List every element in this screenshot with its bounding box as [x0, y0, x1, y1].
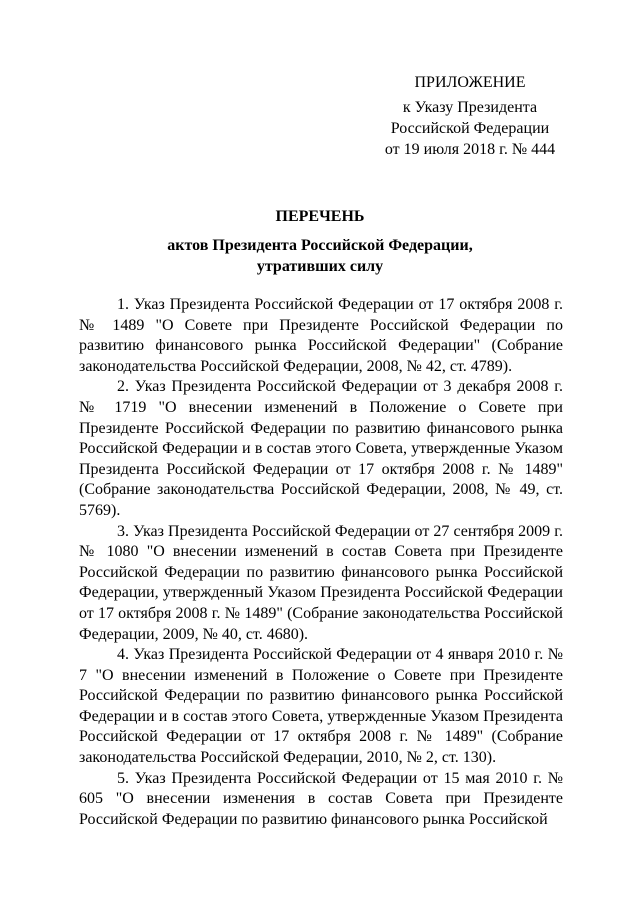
document-title: ПЕРЕЧЕНЬ [275, 208, 365, 225]
list-item: 4. Указ Президента Российской Федерации от 4 января 2010 г. № 7 "О внесении изменений в Положение о Совете при Президенте Российской Федерации по развитию финансового рынка Российской Федерации и в состав этого Совета, утвержденные Указом Президента Российской Федерации от 17 октября 2008 г. № 1489" (Собрание законодательства Российской Федерации, 2010, № 2, ст. 130). [79, 646, 563, 767]
list-item: 5. Указ Президента Российской Федерации от 15 мая 2010 г. № 605 "О внесении изменения в состав Совета при Президенте Российской Федерации по развитию финансового рынка Российской [79, 769, 563, 828]
list-item: 3. Указ Президента Российской Федерации от 27 сентября 2009 г. № 1080 "О внесении изменений в состав Совета при Президенте Российской Федерации по развитию финансового рынка Российской Федерации, утвержденный Указом Президента Российской Федерации от 17 октября 2008 г. № 1489" (Собрание законодательства Российской Федерации, 2009, № 40, ст. 4680). [79, 522, 563, 643]
document-subtitle-line-1: актов Президента Российской Федерации, [167, 237, 473, 254]
appendix-line-1: к Указу Президента [402, 99, 538, 116]
list-item: 1. Указ Президента Российской Федерации от 17 октября 2008 г. № 1489 "О Совете при Президенте Российской Федерации по развитию финансового рынка Российской Федерации" (Собрание законодательства Российской Федерации, 2008, № 42, ст. 4789). [79, 296, 563, 375]
acts-list [79, 295, 563, 830]
list-item: 2. Указ Президента Российской Федерации от 3 декабря 2008 г. № 1719 "О внесении изменений в Положение о Совете при Президенте Российской Федерации по развитию финансового рынка Российской Федерации и в состав этого Совета, утвержденные Указом Президента Российской Федерации от 17 октября 2008 г. № 1489" (Собрание законодательства Российской Федерации, 2008, № 49, ст. 5769). [79, 378, 563, 519]
title-block [80, 206, 560, 277]
document-subtitle-line-2: утративших силу [256, 258, 384, 275]
appendix-line-2: Российской Федерации [390, 120, 550, 137]
appendix-block [360, 72, 580, 160]
appendix-line-3: от 19 июля 2018 г. № 444 [384, 141, 556, 158]
appendix-heading: ПРИЛОЖЕНИЕ [414, 74, 526, 91]
